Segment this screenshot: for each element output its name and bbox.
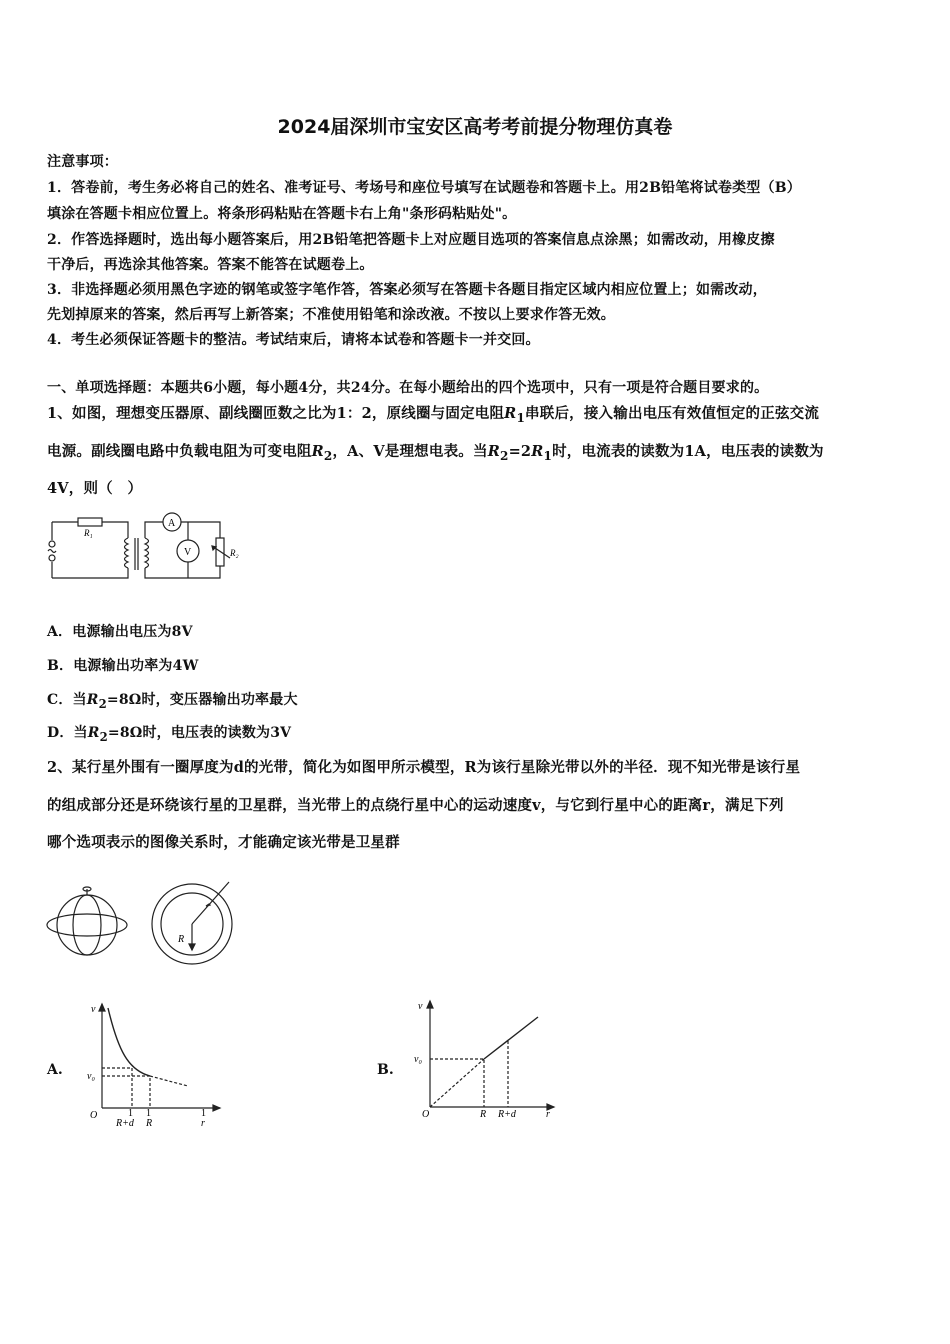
notice-line: 填涂在答题卡相应位置上。将条形码粘贴在答题卡右上角"条形码粘贴处"。 — [47, 206, 517, 222]
q1-option-b: B．电源输出功率为4W — [47, 658, 199, 674]
q2-stem-line: 的组成部分还是环绕该行星的卫星群，当光带上的点绕行星中心的运动速度v，与它到行星中心的距离r，满足下列 — [47, 797, 784, 814]
graph-a-tick2-den: R — [146, 1118, 153, 1128]
page-title: 2024届深圳市宝安区高考考前提分物理仿真卷 — [277, 116, 673, 138]
graph-b-v0-label: v₀ — [414, 1054, 422, 1065]
graph-a-origin-label: O — [90, 1110, 98, 1121]
graph-a-tick1-den: R+d — [116, 1118, 134, 1128]
q2-stem-line: 哪个选项表示的图像关系时，才能确定该光带是卫星群 — [47, 834, 400, 851]
notice-line: 4．考生必须保证答题卡的整洁。考试结束后，请将本试卷和答题卡一并交回。 — [47, 332, 540, 348]
graph-a-y-label: v — [91, 1004, 96, 1015]
graph-b-y-label: v — [418, 1001, 423, 1012]
notice-line: 先划掉原来的答案，然后再写上新答案；不准使用铅笔和涂改液。不按以上要求作答无效。 — [47, 307, 615, 323]
q1-option-a: A．电源输出电压为8V — [47, 624, 193, 640]
graph-a-tick2-num: 1 — [146, 1108, 151, 1119]
graph-a-tick3-num: 1 — [201, 1108, 206, 1119]
q1-option-c: C．当$R_2=8\Omega$时，变压器输出功率最大 — [47, 692, 298, 711]
section-heading: 一、单项选择题：本题共6小题，每小题4分，共24分。在每小题给出的四个选项中，只有一项是符合题目要求的。 — [47, 380, 769, 396]
voltmeter-label: V — [184, 547, 192, 558]
graph-b-v-vs-r — [410, 995, 560, 1120]
q1-option-d: D．当$R_2=8\Omega$时，电压表的读数为3V — [47, 725, 292, 744]
q2-stem-line: 2、某行星外围有一圈厚度为d的光带，简化为如图甲所示模型，R为该行星除光带以外的半径．现不知光带是该行星 — [47, 759, 801, 776]
graph-b-x-label: r — [546, 1109, 550, 1120]
r2-label: R₂ — [230, 548, 239, 558]
planet-ring-diagram — [45, 880, 245, 970]
ammeter-label: A — [168, 518, 176, 529]
notice-line: 3．非选择题必须用黑色字迹的钢笔或签字笔作答，答案必须写在答题卡各题目指定区域内相应位置上；如需改动， — [47, 282, 767, 298]
graph-b-origin-label: O — [422, 1109, 430, 1120]
graph-b-tick-r-plus-d: R+d — [498, 1109, 516, 1120]
transformer-circuit-diagram — [40, 510, 250, 590]
graph-a-v-vs-inverse-r — [80, 1000, 230, 1128]
r1-label: R₁ — [84, 528, 93, 538]
q2-option-a-label: A. — [47, 1062, 63, 1078]
notice-line: 干净后，再选涂其他答案。答案不能答在试题卷上。 — [47, 257, 374, 273]
q2-option-b-label: B. — [377, 1062, 394, 1078]
graph-a-tick3-den: r — [201, 1118, 205, 1128]
graph-a-v0-label: v₀ — [87, 1071, 95, 1082]
notice-heading: 注意事项： — [47, 154, 118, 170]
q1-stem-line: 1、如图，理想变压器原、副线圈匝数之比为1：2，原线圈与固定电阻$R_1$串联后，接入输出电压有效值恒定的正弦交流 — [47, 405, 820, 425]
notice-line: 2．作答选择题时，选出每小题答案后，用2B铅笔把答题卡上对应题目选项的答案信息点涂黑；如需改动，用橡皮擦 — [47, 232, 775, 248]
q1-stem-line: 4V，则（ ） — [47, 480, 143, 497]
graph-b-tick-r: R — [480, 1109, 487, 1120]
graph-a-tick1-num: 1 — [128, 1108, 133, 1119]
notice-line: 1．答卷前，考生务必将自己的姓名、准考证号、考场号和座位号填写在试题卷和答题卡上。用2B铅笔将试卷类型（B） — [47, 180, 801, 196]
q1-stem-line: 电源。副线圈电路中负载电阻为可变电阻$R_2$，A、V是理想电表。当$R_2=2R_1$时，电流表的读数为1A，电压表的读数为 — [47, 443, 824, 463]
ring-radius-label: R — [178, 934, 185, 945]
